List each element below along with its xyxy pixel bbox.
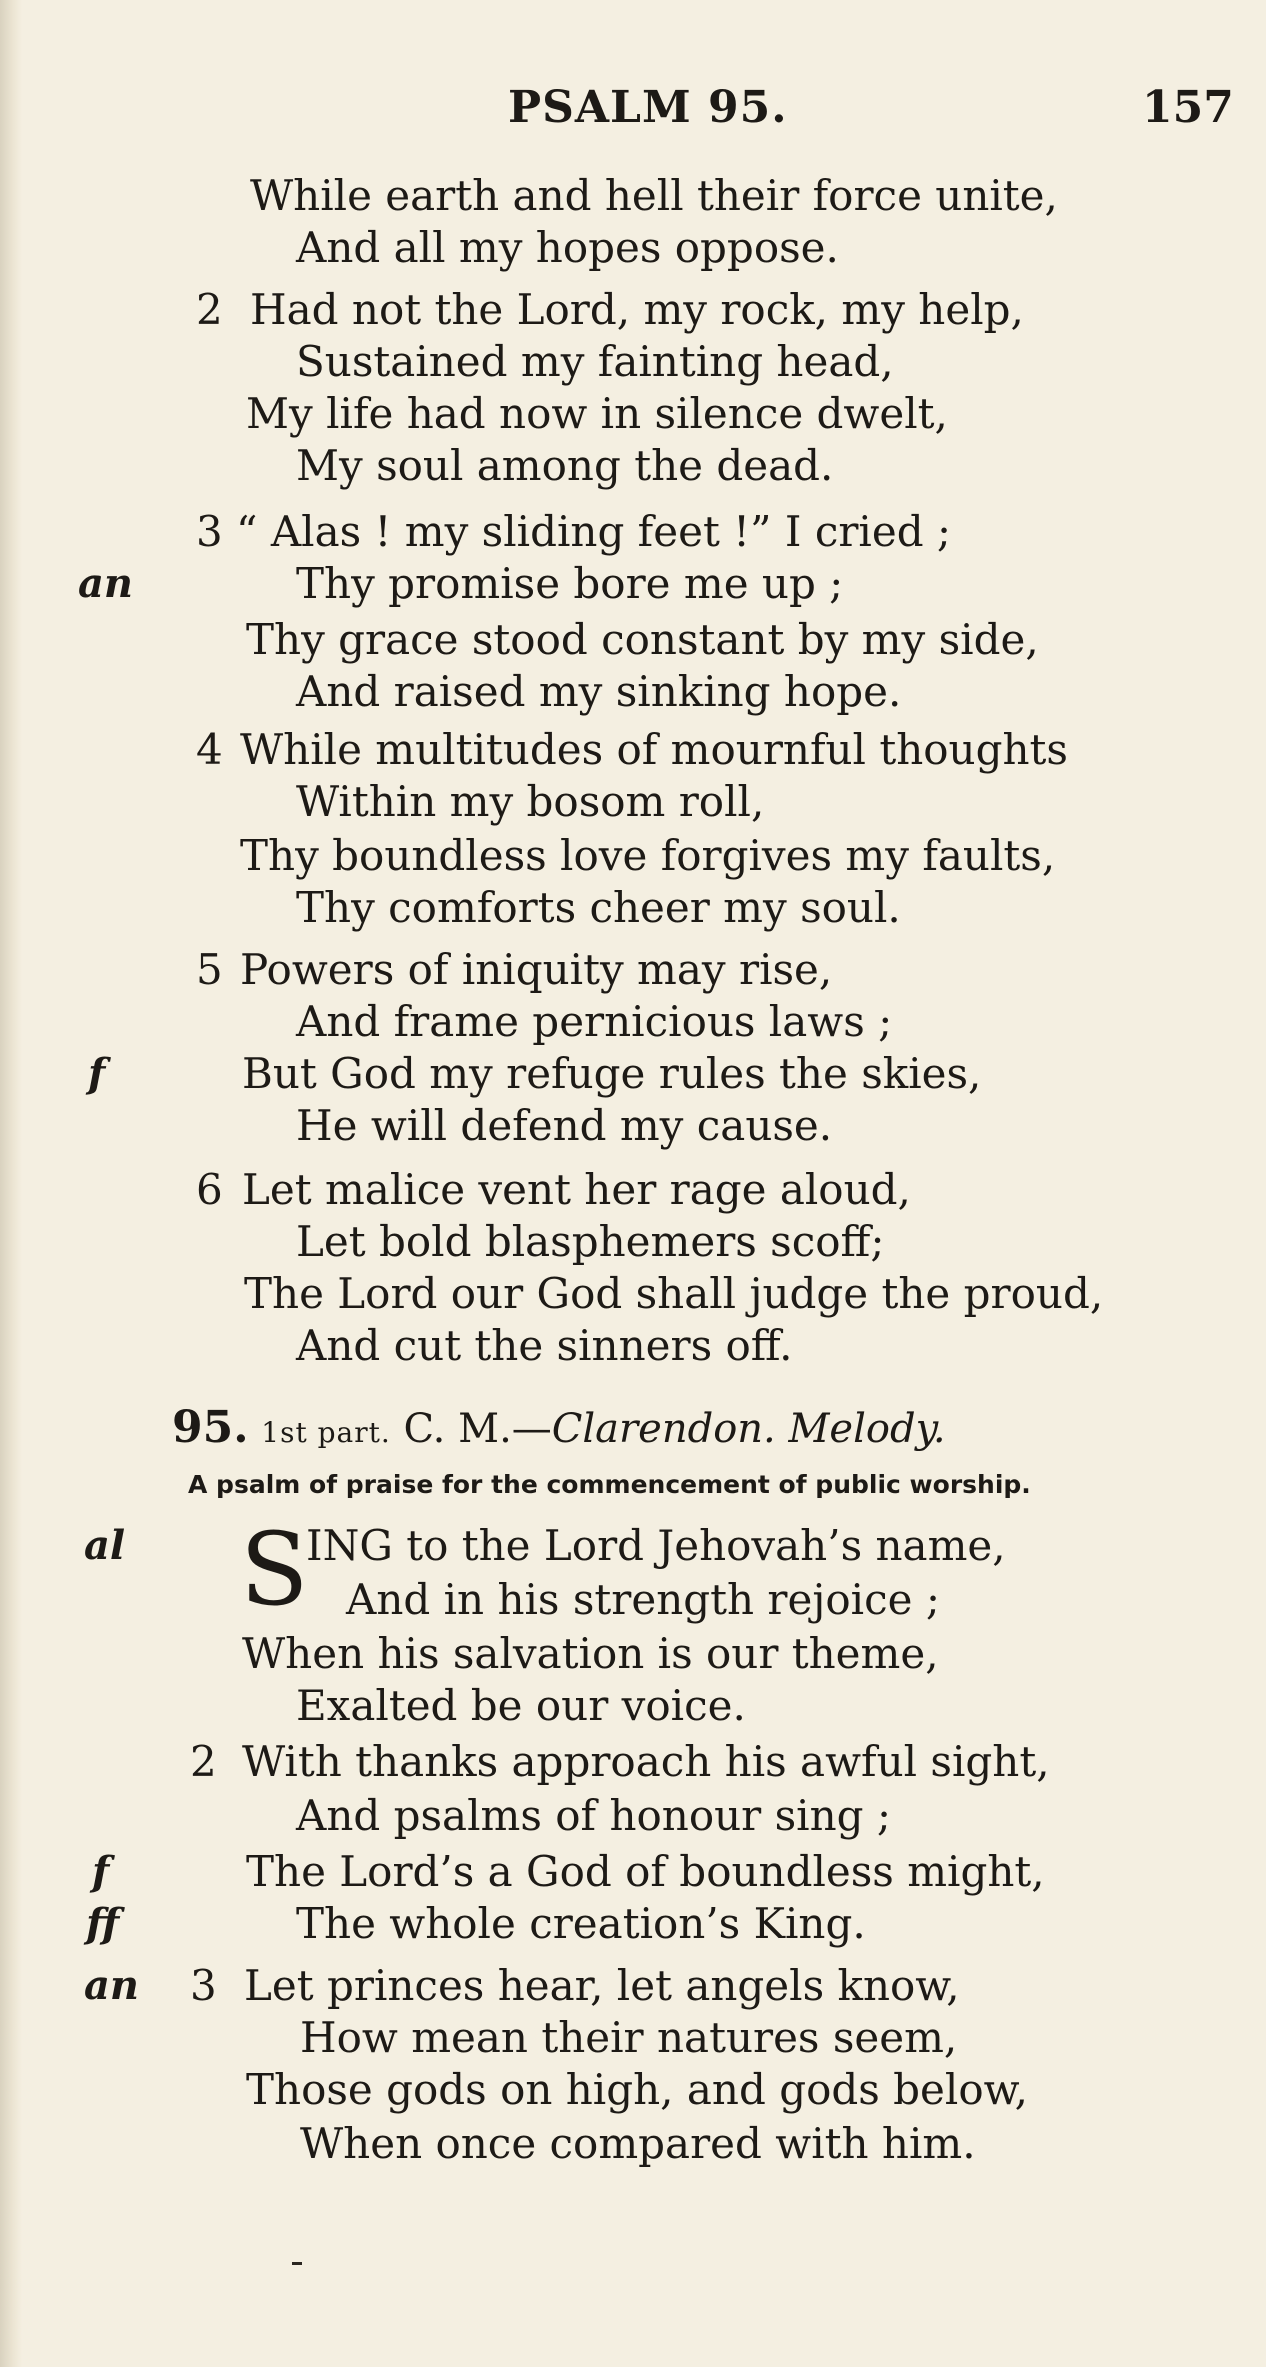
verse-line: “ Alas ! my sliding feet !” I cried ;: [236, 507, 952, 556]
verse-line: While multitudes of mournful thoughts: [240, 725, 1068, 774]
verse-line: Exalted be our voice.: [296, 1681, 746, 1730]
hymn-subtitle: A psalm of praise for the commencement of public worship.: [188, 1470, 1031, 1499]
verse-line: How mean their natures seem,: [300, 2013, 958, 2062]
hymn-heading: [172, 1398, 946, 1458]
stanza-number: 5: [196, 945, 223, 994]
drop-cap: S: [240, 1511, 309, 1628]
page-title: PSALM 95.: [508, 82, 788, 133]
margin-mark: ff: [86, 1900, 120, 1947]
verse-line: But God my refuge rules the skies,: [242, 1049, 982, 1098]
verse-line: Powers of iniquity may rise,: [240, 945, 833, 994]
stanza-number: 2: [190, 1737, 217, 1786]
verse-line: My soul among the dead.: [296, 441, 834, 490]
verse-line: Within my bosom roll,: [296, 777, 765, 826]
stanza-number: 3: [196, 507, 223, 556]
verse-line: While earth and hell their force unite,: [250, 171, 1058, 220]
stanza-number: 4: [196, 725, 223, 774]
margin-mark: an: [78, 560, 133, 607]
verse-line: The Lord our God shall judge the proud,: [244, 1269, 1104, 1318]
hymn-tune: Clarendon. Melody.: [551, 1406, 946, 1452]
verse-line: And psalms of honour sing ;: [296, 1791, 892, 1840]
margin-mark: f: [92, 1848, 110, 1895]
verse-line: And all my hopes oppose.: [296, 223, 839, 272]
page-number: 157: [1142, 82, 1234, 133]
stanza-number: 6: [196, 1165, 223, 1214]
printer-mark: [292, 2262, 302, 2265]
stanza-number: 2: [196, 285, 223, 334]
verse-line: And frame pernicious laws ;: [296, 997, 893, 1046]
verse-line: Thy promise bore me up ;: [296, 559, 844, 608]
verse-line: Had not the Lord, my rock, my help,: [250, 285, 1024, 334]
verse-line: When once compared with him.: [300, 2119, 976, 2168]
hymn-meter: C. M.—: [403, 1406, 552, 1452]
verse-line: Let princes hear, let angels know,: [244, 1961, 960, 2010]
margin-mark: f: [88, 1050, 106, 1097]
verse-line: With thanks approach his awful sight,: [242, 1737, 1050, 1786]
hymn-number: 95.: [172, 1402, 249, 1453]
page-edge: [0, 0, 22, 2367]
verse-line: ING to the Lord Jehovah’s name,: [306, 1521, 1006, 1570]
verse-line: Let malice vent her rage aloud,: [242, 1165, 911, 1214]
verse-line: The Lord’s a God of boundless might,: [246, 1847, 1045, 1896]
margin-mark: an: [84, 1962, 139, 2009]
verse-line: Thy comforts cheer my soul.: [296, 883, 901, 932]
verse-line: And raised my sinking hope.: [296, 667, 902, 716]
verse-line: He will defend my cause.: [296, 1101, 833, 1150]
verse-line: Thy boundless love forgives my faults,: [240, 831, 1056, 880]
verse-line: My life had now in silence dwelt,: [246, 389, 948, 438]
verse-line: Sustained my fainting head,: [296, 337, 894, 386]
verse-line: Let bold blasphemers scoff;: [296, 1217, 885, 1266]
verse-line: And in his strength rejoice ;: [346, 1575, 940, 1624]
verse-line: When his salvation is our theme,: [242, 1629, 939, 1678]
stanza-number: 3: [190, 1961, 217, 2010]
verse-line: And cut the sinners off.: [296, 1321, 793, 1370]
verse-line: The whole creation’s King.: [296, 1899, 866, 1948]
verse-line: Thy grace stood constant by my side,: [246, 615, 1039, 664]
verse-line: Those gods on high, and gods below,: [246, 2065, 1028, 2114]
hymn-part: 1st part.: [261, 1416, 391, 1449]
page-header: [0, 82, 1266, 142]
margin-mark: al: [84, 1522, 126, 1569]
